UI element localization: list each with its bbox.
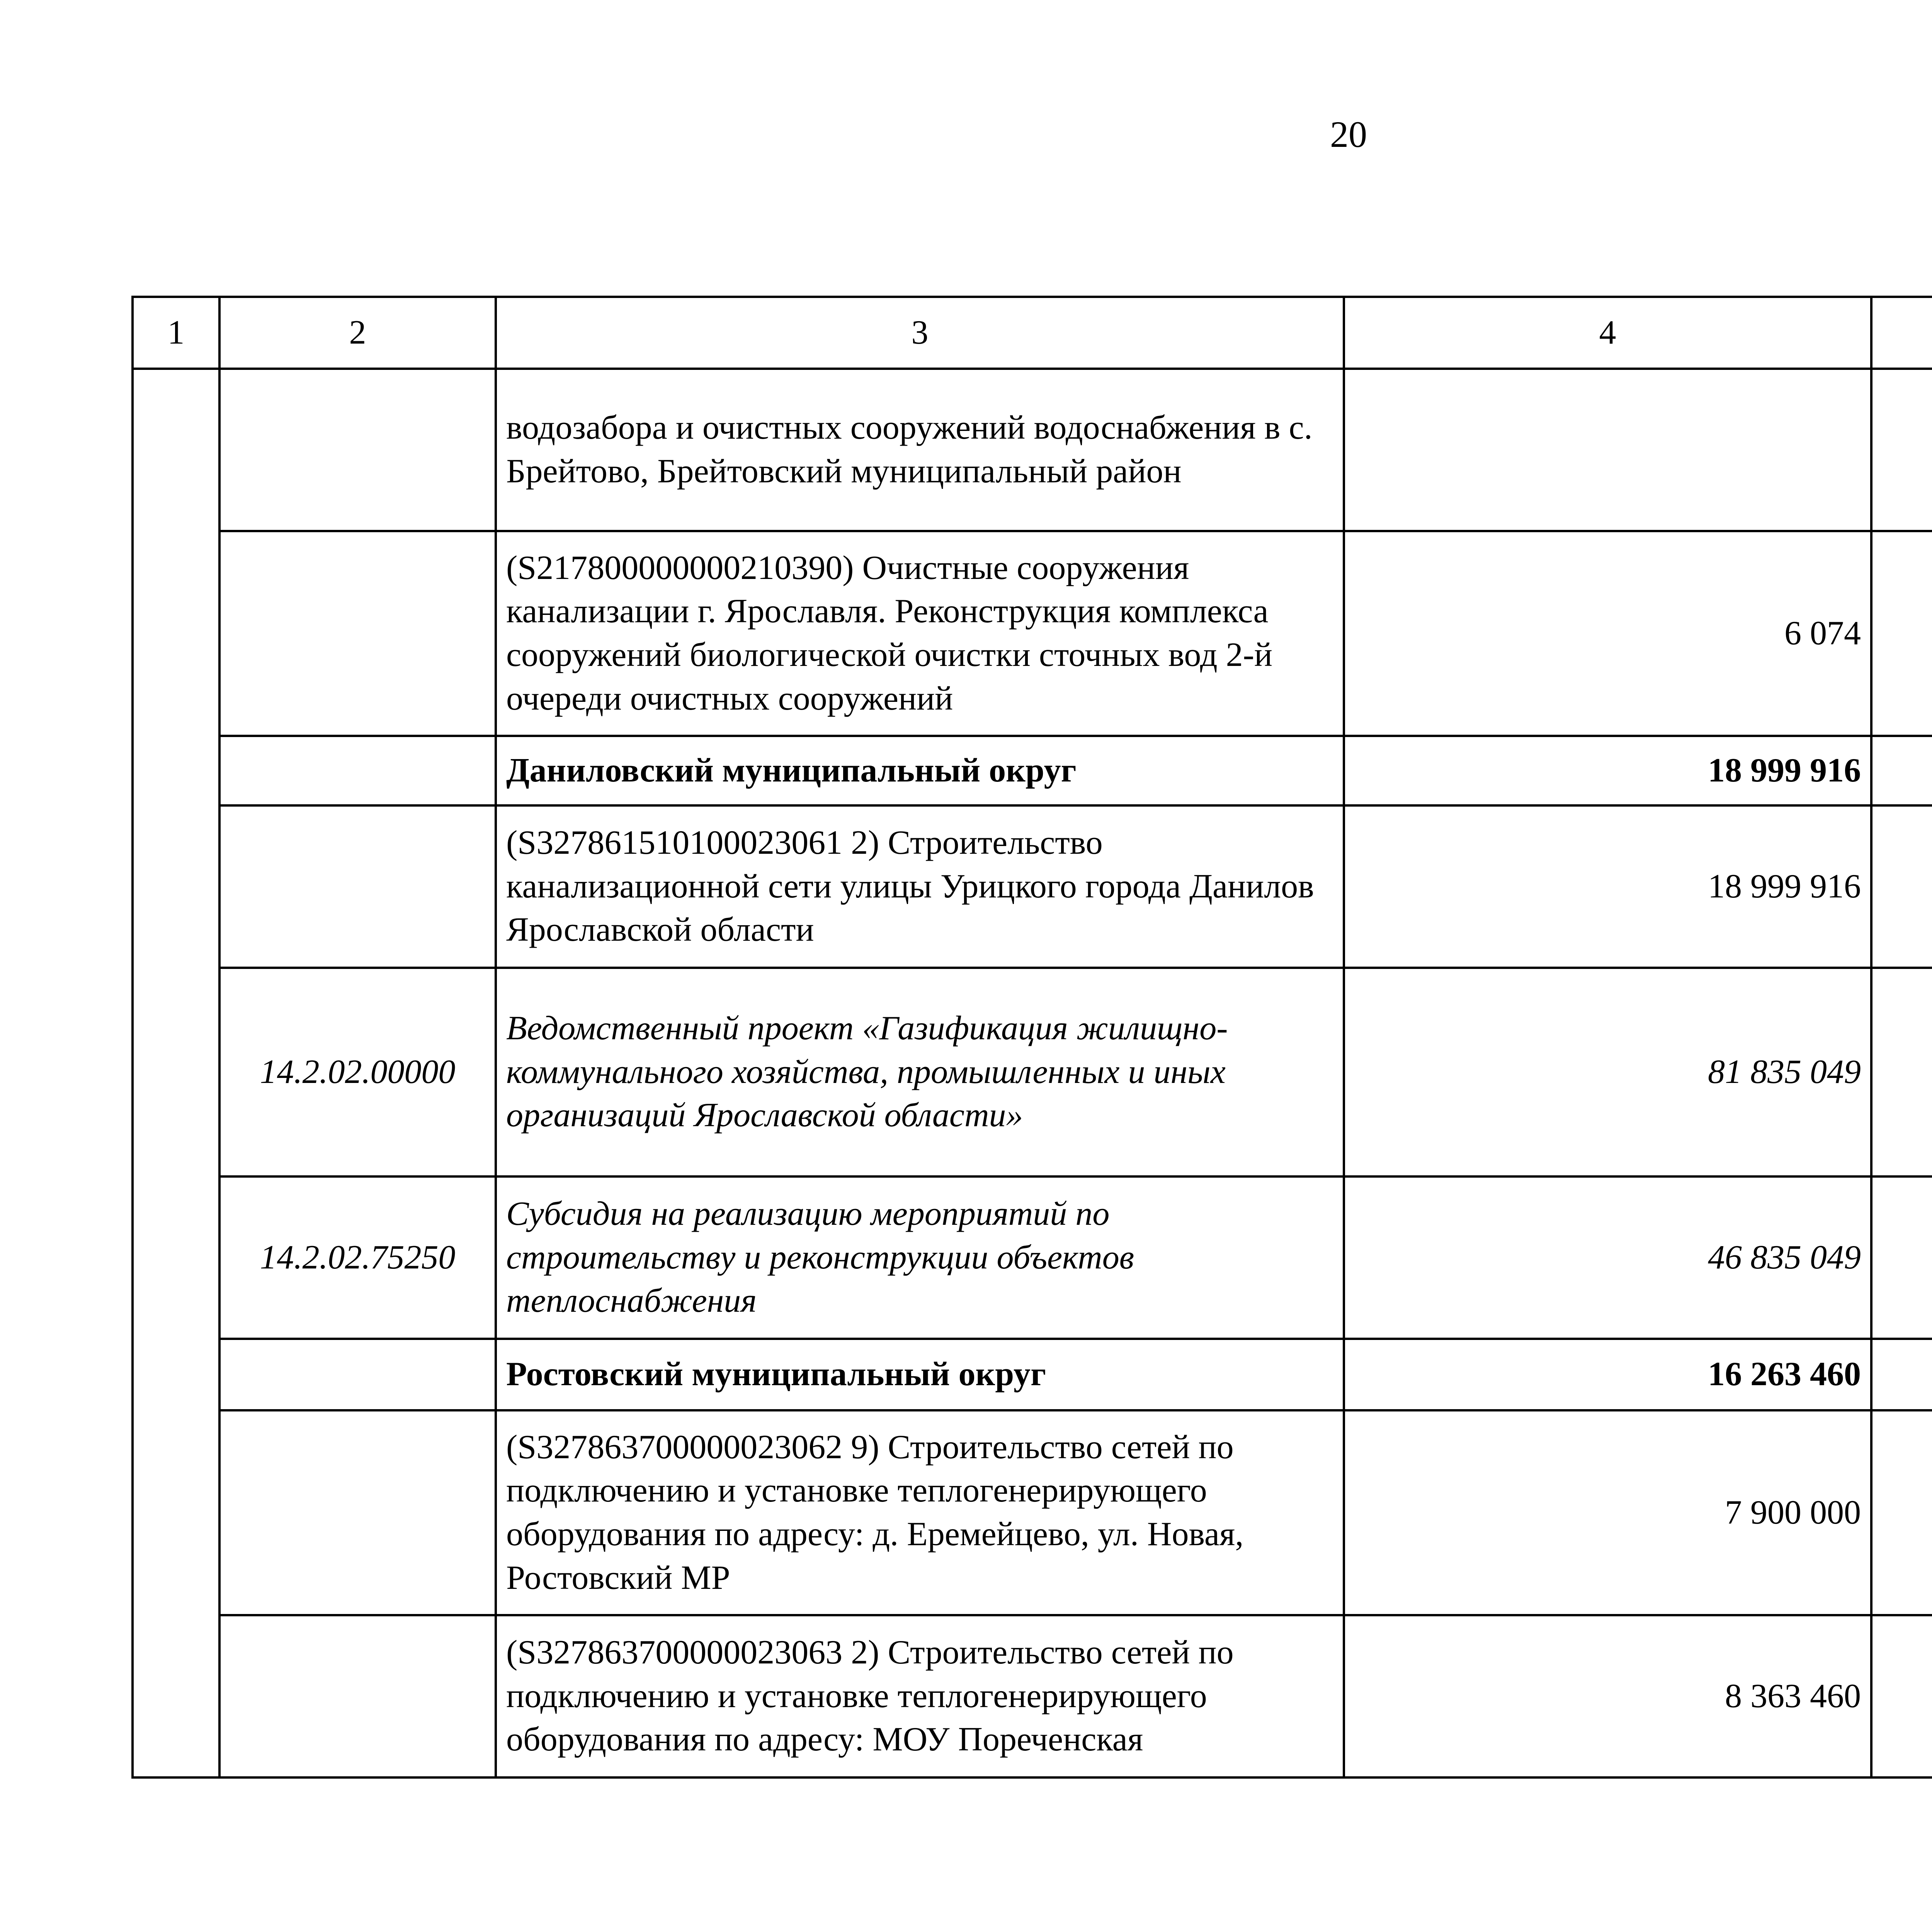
table-row-subtotal bbox=[133, 736, 1932, 805]
table-row bbox=[133, 805, 1932, 968]
name-cell: Даниловский муниципальный округ bbox=[496, 736, 1344, 805]
code-cell bbox=[219, 805, 496, 968]
code-cell: 14.2.02.75250 bbox=[219, 1176, 496, 1339]
table-row-project bbox=[133, 968, 1932, 1176]
code-cell bbox=[219, 1410, 496, 1615]
value-col-4: 81 835 049 bbox=[1344, 968, 1871, 1176]
table-row bbox=[133, 531, 1932, 736]
value-col-5 bbox=[1871, 1615, 1932, 1777]
code-cell bbox=[219, 531, 496, 736]
header-col-2: 2 bbox=[219, 297, 496, 369]
value-col-5 bbox=[1871, 805, 1932, 968]
value-col-5 bbox=[1871, 1410, 1932, 1615]
value-col-4 bbox=[1344, 369, 1871, 531]
value-col-4: 16 263 460 bbox=[1344, 1339, 1871, 1410]
value-col-4: 18 999 916 bbox=[1344, 805, 1871, 968]
value-col-4: 18 999 916 bbox=[1344, 736, 1871, 805]
value-col-5 bbox=[1871, 369, 1932, 531]
header-col-5 bbox=[1871, 297, 1932, 369]
code-cell bbox=[219, 1615, 496, 1777]
table-row bbox=[133, 1615, 1932, 1777]
merged-col-1-cell bbox=[133, 369, 219, 1777]
name-cell: (S327863700000023062 9) Строительство сетей по подключению и установке теплогенерирующего оборудования по адресу: д. Еремейцево, ул. Новая, Ростовский МР bbox=[496, 1410, 1344, 1615]
value-col-4: 7 900 000 bbox=[1344, 1410, 1871, 1615]
table-row bbox=[133, 369, 1932, 531]
value-col-5 bbox=[1871, 968, 1932, 1176]
header-col-3: 3 bbox=[496, 297, 1344, 369]
table-row-subsidy bbox=[133, 1176, 1932, 1339]
name-cell: (S217800000000210390) Очистные сооружения канализации г. Ярославля. Реконструкция комплекса сооружений биологической очистки сточных вод 2-й очереди очистных сооружений bbox=[496, 531, 1344, 736]
name-cell: Ростовский муниципальный округ bbox=[496, 1339, 1344, 1410]
value-col-5 bbox=[1871, 736, 1932, 805]
name-cell: (S327861510100023061 2) Строительство канализационной сети улицы Урицкого города Данилов Ярославской области bbox=[496, 805, 1344, 968]
table-row-subtotal bbox=[133, 1339, 1932, 1410]
page-number: 20 bbox=[1330, 114, 1367, 155]
value-col-4: 46 835 049 bbox=[1344, 1176, 1871, 1339]
name-cell: Ведомственный проект «Газификация жилищно-коммунального хозяйства, промышленных и иных организаций Ярославской области» bbox=[496, 968, 1344, 1176]
name-cell: (S327863700000023063 2) Строительство сетей по подключению и установке теплогенерирующего оборудования по адресу: МОУ Пореченская bbox=[496, 1615, 1344, 1777]
table-row bbox=[133, 1410, 1932, 1615]
code-cell bbox=[219, 736, 496, 805]
value-col-5 bbox=[1871, 1339, 1932, 1410]
value-col-4: 6 074 bbox=[1344, 531, 1871, 736]
header-col-4: 4 bbox=[1344, 297, 1871, 369]
name-cell: водозабора и очистных сооружений водоснабжения в с. Брейтово, Брейтовский муниципальный район bbox=[496, 369, 1344, 531]
value-col-4: 8 363 460 bbox=[1344, 1615, 1871, 1777]
code-cell bbox=[219, 369, 496, 531]
header-row bbox=[133, 297, 1932, 369]
code-cell: 14.2.02.00000 bbox=[219, 968, 496, 1176]
budget-table bbox=[131, 296, 1932, 1779]
code-cell bbox=[219, 1339, 496, 1410]
header-col-1: 1 bbox=[133, 297, 219, 369]
value-col-5 bbox=[1871, 531, 1932, 736]
value-col-5 bbox=[1871, 1176, 1932, 1339]
name-cell: Субсидия на реализацию мероприятий по строительству и реконструкции объектов теплоснабжения bbox=[496, 1176, 1344, 1339]
